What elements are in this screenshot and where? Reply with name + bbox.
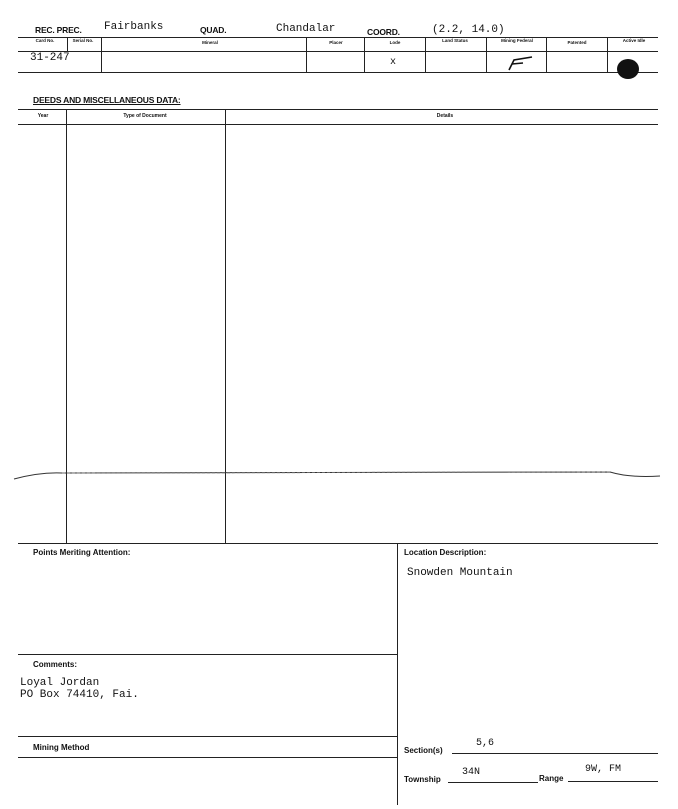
divider [607,37,608,72]
comments-line-bottom [18,736,397,737]
divider [546,37,547,72]
range-value: 9W, FM [585,764,622,775]
section-value: 5,6 [476,738,495,749]
mining-method-line [18,757,397,758]
divider [101,37,102,72]
mining-method-label: Mining Method [33,743,90,752]
lode-value: x [390,57,397,68]
fold-line [0,462,678,486]
township-value: 34N [462,767,481,778]
coord-label: COORD. [367,27,400,37]
col-land-status: Land Status [442,38,468,43]
divider [364,37,365,72]
header-line-mid [18,51,658,52]
header-line-top [18,37,658,38]
col-year: Year [37,113,49,119]
points-label: Points Meriting Attention: [33,548,131,557]
comments-value: Loyal Jordan PO Box 74410, Fai. [20,677,139,701]
col-placer: Placer [329,40,343,45]
col-mining-federal: Mining Federal [501,38,533,43]
location-value: Snowden Mountain [407,567,513,579]
section-underline [452,753,658,754]
quad-label: QUAD. [200,25,227,35]
deeds-line-top [18,109,658,110]
location-label: Location Description: [404,548,487,557]
divider [306,37,307,72]
township-underline [448,782,538,783]
active-mark-icon [617,59,639,79]
col-type: Type of Document [123,113,167,119]
deeds-line-header [18,124,658,125]
divider [425,37,426,72]
col-serial-no: Serial No. [72,38,94,43]
section-label: Section(s) [404,746,443,755]
deeds-title: DEEDS AND MISCELLANEOUS DATA: [33,95,181,105]
quad-value: Chandalar [276,23,336,35]
header-line-bottom [18,72,658,73]
rec-prec-label: REC. PREC. [35,25,82,35]
col-mineral: Mineral [202,40,218,45]
col-details: Details [436,113,454,119]
col-lode: Lode [389,40,401,45]
comments-label: Comments: [33,660,78,669]
range-underline [568,781,658,782]
divider [486,37,487,72]
coord-value: (2.2, 14.0) [432,24,505,36]
township-label: Township [404,775,441,784]
col-card-no: Card No. [35,38,55,43]
rec-prec-value: Fairbanks [104,21,164,33]
range-label: Range [539,774,564,783]
deeds-line-bottom [18,543,658,544]
bottom-divider [397,543,398,805]
check-mark-icon [505,54,535,72]
card-no-value: 31-247 [30,52,70,64]
points-line-bottom [18,654,397,655]
col-active-idle: Active Idle [622,38,646,43]
col-patented: Patented [567,40,587,45]
